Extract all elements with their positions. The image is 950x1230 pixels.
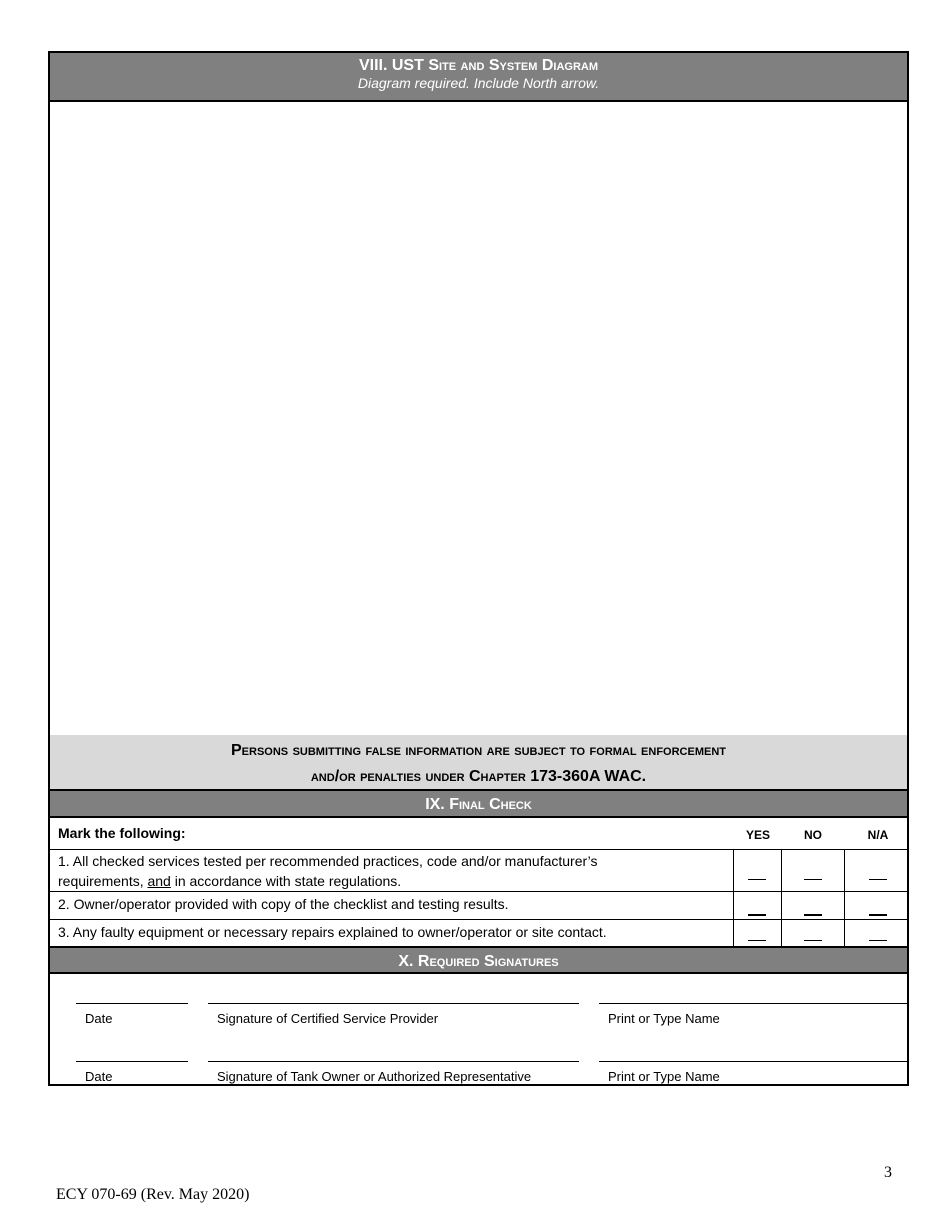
column-yes: YES xyxy=(745,828,770,842)
check-item-2: 2. Owner/operator provided with copy of the checklist and testing results. xyxy=(58,896,509,912)
item-3-yes-blank[interactable] xyxy=(748,940,766,941)
check-item-1-underlined: and xyxy=(147,873,171,889)
page-number: 3 xyxy=(884,1164,892,1181)
section-10-header xyxy=(50,946,907,974)
column-na: N/A xyxy=(867,828,889,842)
check-item-1-line-1: 1. All checked services tested per recommended practices, code and/or manufacturer’s xyxy=(58,853,598,869)
provider-signature-line[interactable] xyxy=(208,1003,579,1004)
item-1-na-blank[interactable] xyxy=(869,879,887,880)
section-8-title-prefix: VIII. UST xyxy=(358,57,424,74)
column-no: NO xyxy=(804,828,822,842)
provider-name-line[interactable] xyxy=(599,1003,909,1004)
check-item-3: 3. Any faulty equipment or necessary repairs explained to owner/operator or site contact. xyxy=(58,924,607,940)
check-item-1-text: requirements, xyxy=(58,873,148,889)
item-2-no-blank[interactable] xyxy=(804,914,822,916)
provider-signature-label: Signature of Certified Service Provider xyxy=(217,1011,439,1026)
final-check-prompt: Mark the following: xyxy=(58,825,186,841)
item-1-yes-blank[interactable] xyxy=(748,879,766,880)
owner-name-line[interactable] xyxy=(599,1061,909,1062)
section-8-title xyxy=(50,57,907,75)
date-label-2: Date xyxy=(85,1069,113,1084)
table-column-rule xyxy=(844,849,845,946)
item-3-no-blank[interactable] xyxy=(804,940,822,941)
section-8-header xyxy=(50,53,907,100)
check-item-1-text-end: in accordance with state regulations. xyxy=(170,873,402,889)
section-9-title: IX. Final Check xyxy=(425,796,532,813)
section-9-header xyxy=(50,791,907,818)
warning-line-1: Persons submitting false information are subject to formal enforcement xyxy=(231,742,726,759)
table-rule xyxy=(50,919,907,920)
section-8-subtitle: Diagram required. Include North arrow. xyxy=(357,75,600,91)
item-2-yes-blank[interactable] xyxy=(748,914,766,916)
table-column-rule xyxy=(781,849,782,946)
owner-signature-label: Signature of Tank Owner or Authorized Representative xyxy=(217,1069,532,1084)
owner-name-label: Print or Type Name xyxy=(608,1069,720,1084)
check-item-1 xyxy=(58,851,598,891)
site-diagram-area[interactable] xyxy=(50,100,907,739)
table-rule xyxy=(50,891,907,892)
warning-line-2: and/or penalties under Chapter 173-360A WAC. xyxy=(310,768,647,785)
form-id: ECY 070-69 (Rev. May 2020) xyxy=(56,1186,250,1203)
provider-name-label: Print or Type Name xyxy=(608,1011,720,1026)
date-line-2[interactable] xyxy=(76,1061,188,1062)
owner-signature-line[interactable] xyxy=(208,1061,579,1062)
item-1-no-blank[interactable] xyxy=(804,879,822,880)
date-line-1[interactable] xyxy=(76,1003,188,1004)
inspection-form-page xyxy=(48,51,909,1086)
table-column-rule xyxy=(733,849,734,946)
item-3-na-blank[interactable] xyxy=(869,940,887,941)
check-item-1-line-2 xyxy=(58,871,598,891)
false-information-warning xyxy=(50,735,907,791)
section-10-title: X. Required Signatures xyxy=(398,953,559,970)
item-2-na-blank[interactable] xyxy=(869,914,887,916)
date-label-1: Date xyxy=(85,1011,113,1026)
table-rule xyxy=(50,849,907,850)
section-8-title-rest: Site and System Diagram xyxy=(428,57,599,74)
